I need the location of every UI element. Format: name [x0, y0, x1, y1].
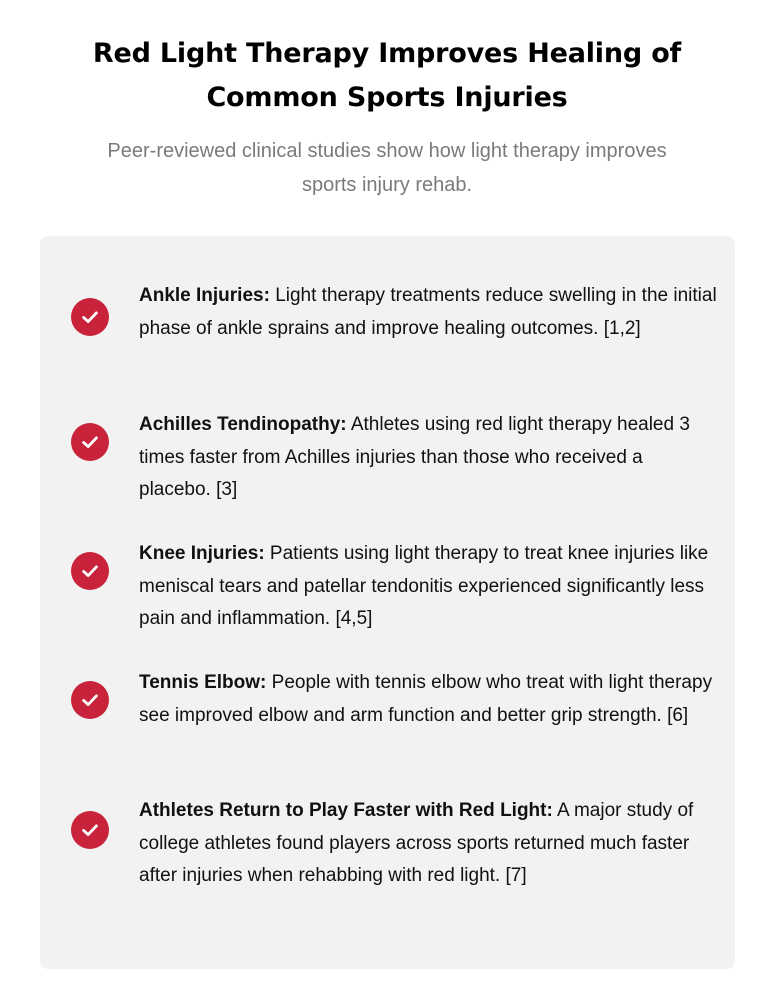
check-circle-icon — [71, 681, 109, 719]
check-circle-icon — [71, 811, 109, 849]
list-item-description: Light therapy treatments reduce swelling in the initial phase of ankle sprains and improve healing outcomes. [1,2] — [139, 285, 717, 339]
list-item-text — [139, 280, 719, 345]
list-item-description: A major study of college athletes found players across sports returned much faster after injuries when rehabbing with red light. [7] — [139, 800, 694, 886]
list-item-title: Knee Injuries: — [139, 543, 265, 564]
list-item-description: Athletes using red light therapy healed 3 times faster from Achilles injuries than those who received a placebo. [3] — [139, 414, 690, 500]
benefits-card — [40, 236, 735, 969]
check-circle-icon — [71, 298, 109, 336]
check-circle-icon — [71, 552, 109, 590]
list-item-title: Ankle Injuries: — [139, 285, 270, 306]
list-item-title: Tennis Elbow: — [139, 672, 267, 693]
page-subtitle: Peer-reviewed clinical studies show how light therapy improves sports injury rehab. — [107, 140, 667, 196]
list-item-text — [139, 409, 719, 507]
list-item-title: Athletes Return to Play Faster with Red Light: — [139, 800, 553, 821]
list-item-description: Patients using light therapy to treat knee injuries like meniscal tears and patellar tendonitis experienced significantly less pain and inflammation. [4,5] — [139, 543, 709, 629]
check-circle-icon — [71, 423, 109, 461]
list-item-description: People with tennis elbow who treat with light therapy see improved elbow and arm function and better grip strength. [6] — [139, 672, 713, 726]
list-item-text — [139, 795, 719, 893]
page-title: Red Light Therapy Improves Healing of Common Sports Injuries — [92, 38, 682, 113]
list-item-text — [139, 538, 719, 636]
list-item-title: Achilles Tendinopathy: — [139, 414, 347, 435]
list-item-text — [139, 667, 719, 732]
